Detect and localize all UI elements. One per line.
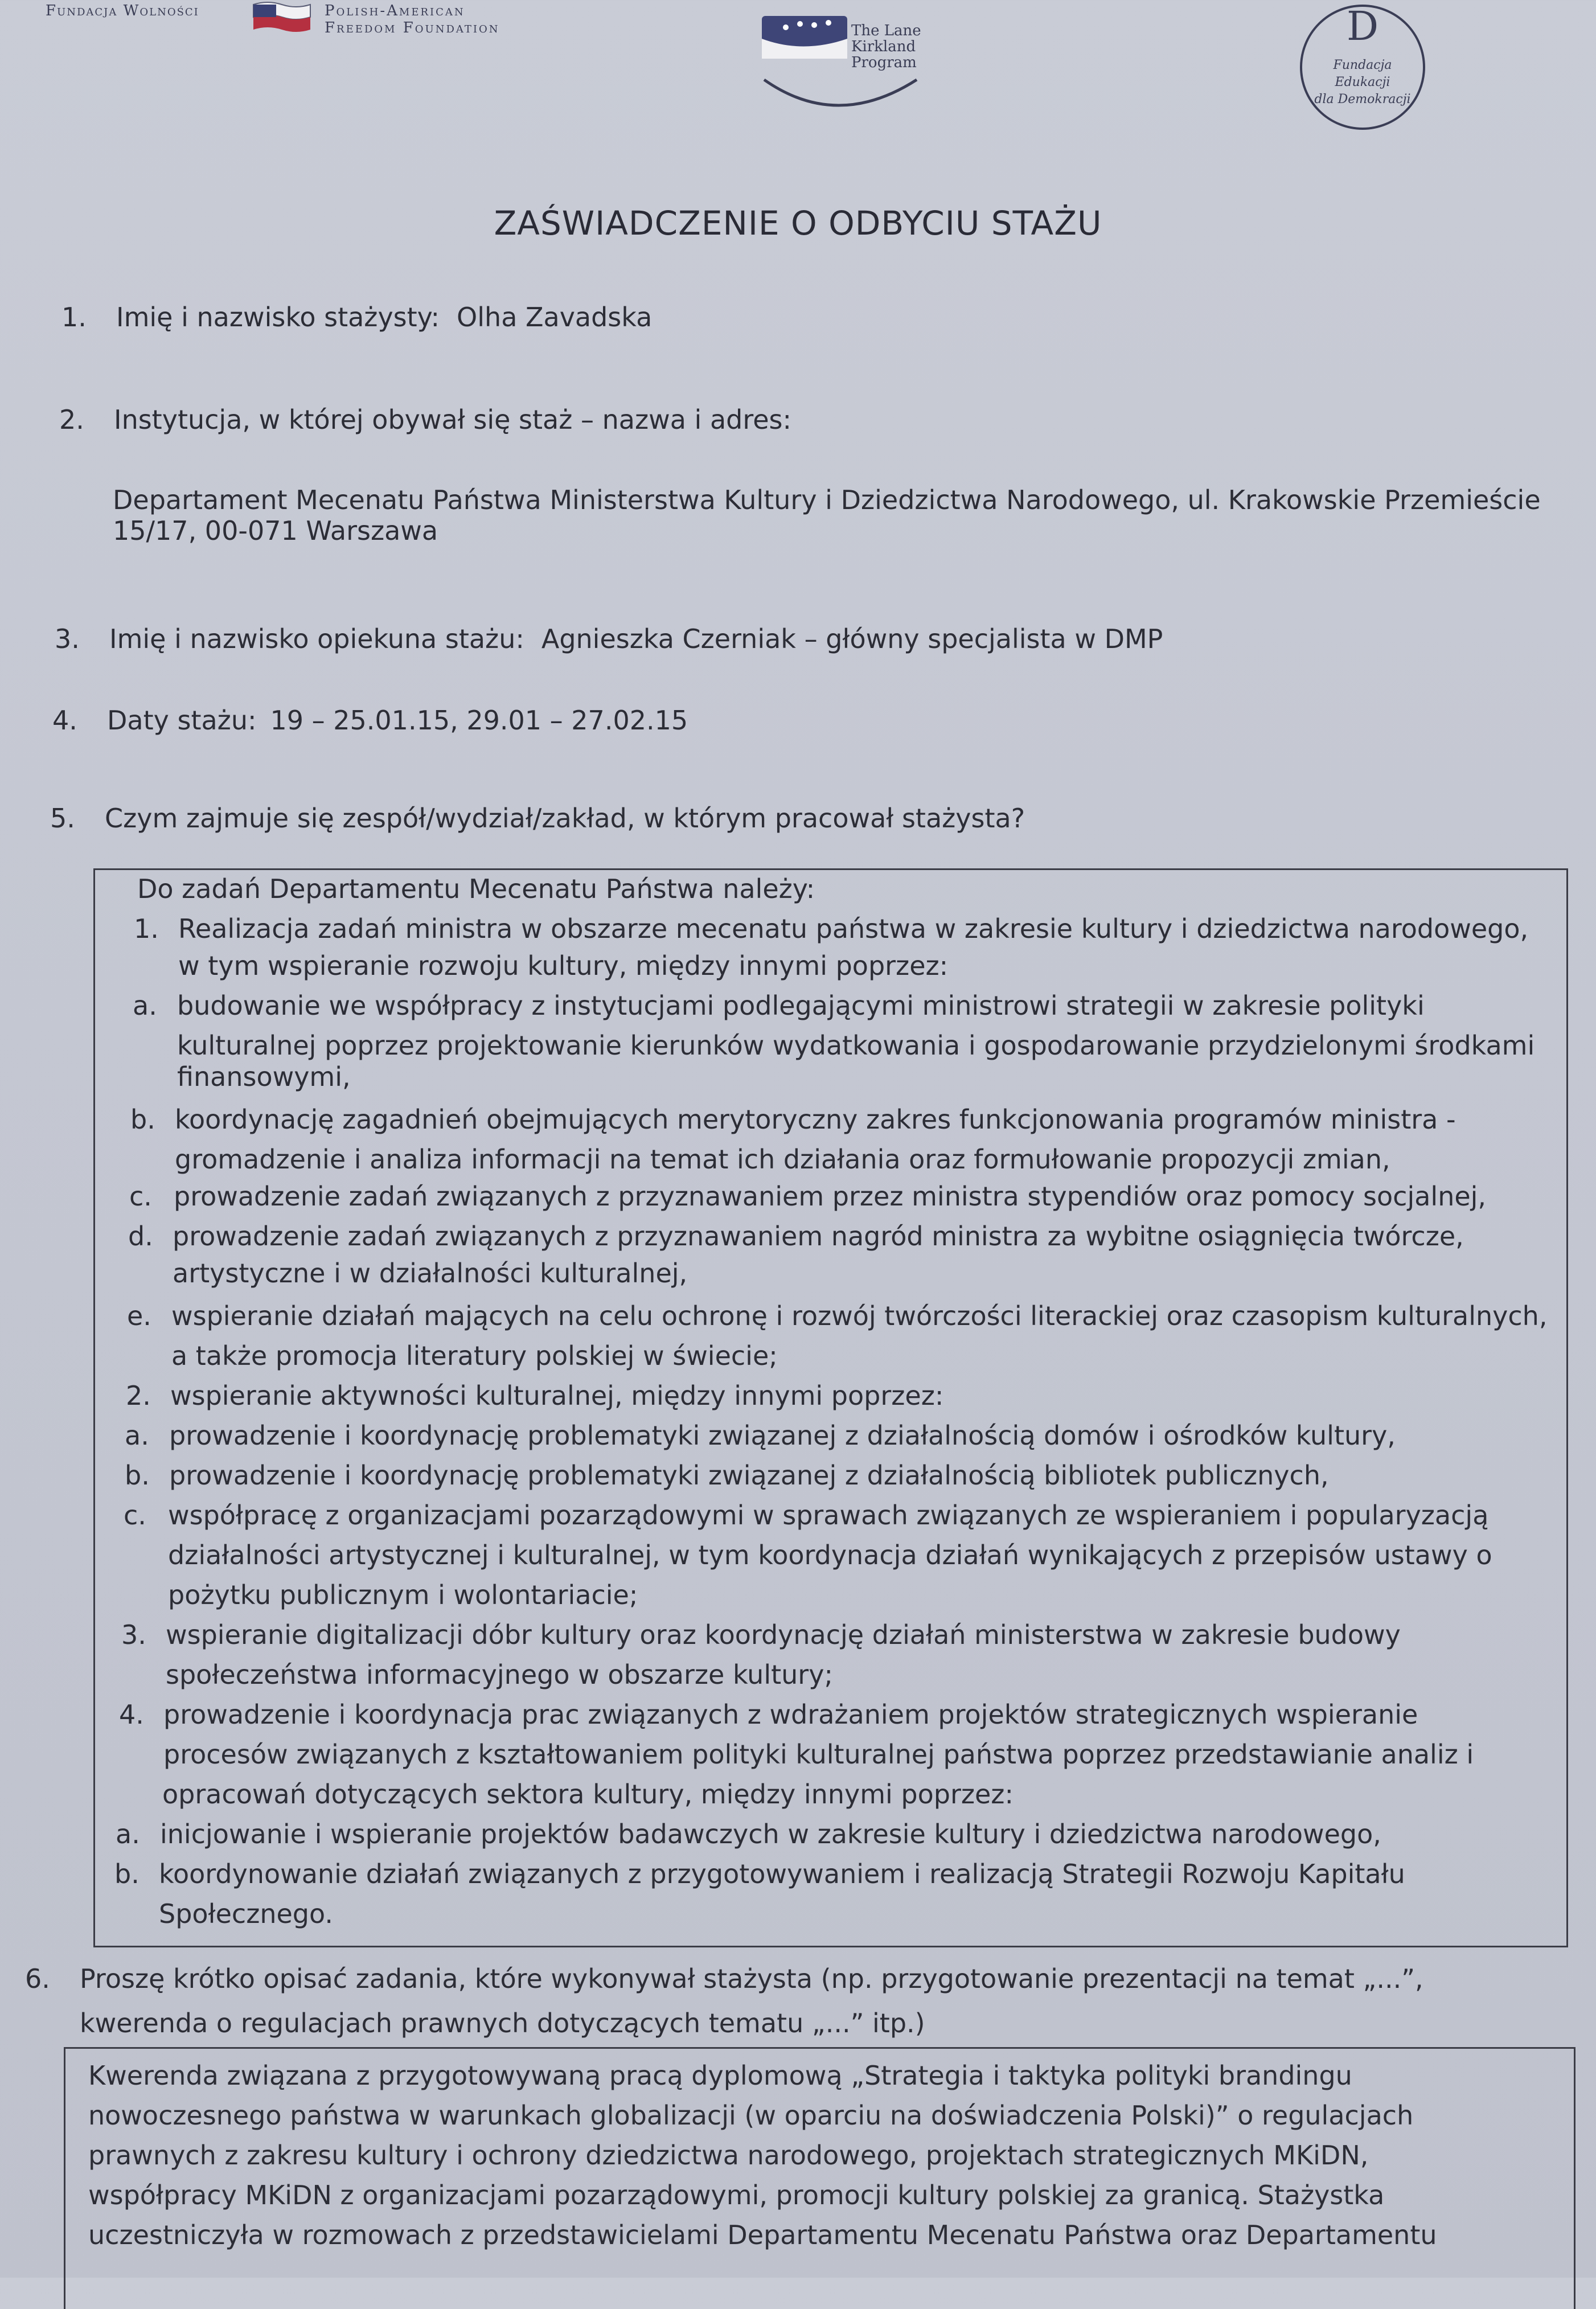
box5-line: b. prowadzenie i koordynację problematyki związanej z działalnością bibliotek publicznych, xyxy=(125,1460,1329,1491)
fed-line-2: dla Demokracji xyxy=(1314,92,1411,106)
box5-line: gromadzenie i analiza informacji na temat ich działania oraz formułowanie propozycji zmian, xyxy=(175,1144,1390,1175)
q6-answer-box xyxy=(64,2047,1576,2309)
box5-line: procesów związanych z kształtowaniem polityki kulturalnej państwa poprzez przedstawianie analiz i xyxy=(163,1739,1474,1770)
box5-line: pożytku publicznym i wolontariacie; xyxy=(168,1580,638,1610)
lane-kirkland-text xyxy=(851,23,921,71)
box6-line: nowoczesnego państwa w warunkach globalizacji (w oparciu na doświadczenia Polski)” o regulacjach xyxy=(88,2100,1414,2131)
box5-line-intro: Do zadań Departamentu Mecenatu Państwa należy: xyxy=(137,873,815,904)
q3-label: Imię i nazwisko opiekuna stażu: xyxy=(109,624,524,654)
box5-line: w tym wspieranie rozwoju kultury, między innymi poprzez: xyxy=(178,950,949,981)
fed-line-1: Fundacja Edukacji xyxy=(1333,58,1392,89)
q6-label-line-1: Proszę krótko opisać zadania, które wykonywał stażysta (np. przygotowanie prezentacji na temat „...”, xyxy=(80,1963,1423,1994)
q4-label: Daty stażu: xyxy=(107,705,257,736)
q6-number: 6. xyxy=(25,1963,50,1994)
box5-line: kulturalnej poprzez projektowanie kierunków wydatkowania i gospodarowanie przydzielonymi środkami xyxy=(177,1030,1535,1061)
box5-line: opracowań dotyczących sektora kultury, między innymi poprzez: xyxy=(162,1779,1014,1810)
lk-line-2: Kirkland xyxy=(851,38,916,55)
box6-line: współpracy MKiDN z organizacjami pozarządowymi, promocji kultury polskiej za granicą. Stażystka xyxy=(88,2180,1385,2210)
fundacja-wolnosci-text: Fundacja Wolności xyxy=(46,2,199,19)
q5-label: Czym zajmuje się zespół/wydział/zakład, w którym pracował stażysta? xyxy=(105,803,1025,834)
box6-line: uczestniczyła w rozmowach z przedstawicielami Departamentu Mecenatu Państwa oraz Departamentu xyxy=(88,2220,1437,2250)
paff-line-1: Polish-American xyxy=(325,2,465,19)
box5-line: d. prowadzenie zadań związanych z przyznawaniem nagród ministra za wybitne osiągnięcia twórcze, xyxy=(128,1221,1464,1252)
box5-line: a także promocja literatury polskiej w świecie; xyxy=(171,1340,778,1371)
box5-line: c. współpracę z organizacjami pozarządowymi w sprawach związanych ze wspieraniem i popularyzacją xyxy=(124,1500,1489,1531)
q2-answer-line-1: Departament Mecenatu Państwa Ministerstwa Kultury i Dziedzictwa Narodowego, ul. Krakowskie Przemieście xyxy=(113,485,1541,515)
q5-number: 5. xyxy=(50,803,75,834)
box5-line: 4. prowadzenie i koordynacja prac związanych z wdrażaniem projektów strategicznych wspieranie xyxy=(119,1699,1418,1730)
box5-line: finansowymi, xyxy=(177,1061,351,1092)
question-6 xyxy=(25,1957,1423,2045)
q3-number: 3. xyxy=(55,624,80,654)
question-1 xyxy=(61,302,652,333)
box5-line: b. koordynowanie działań związanych z przygotowywaniem i realizacją Strategii Rozwoju Kapitału xyxy=(114,1859,1405,1889)
document-title: ZAŚWIADCZENIE O ODBYCIU STAŻU xyxy=(494,204,1102,243)
fed-text xyxy=(1308,57,1417,108)
box5-line: 2. wspieranie aktywności kulturalnej, między innymi poprzez: xyxy=(126,1380,944,1411)
box5-line: a. prowadzenie i koordynację problematyki związanej z działalnością domów i ośrodków kultury, xyxy=(125,1420,1396,1451)
lane-kirkland-logo xyxy=(752,0,922,120)
q6-label-line-2: kwerenda o regulacjach prawnych dotyczących tematu „...” itp.) xyxy=(80,2008,925,2039)
paff-text xyxy=(325,2,500,36)
box5-line: 3. wspieranie digitalizacji dóbr kultury oraz koordynację działań ministerstwa w zakresie budowy xyxy=(121,1619,1401,1650)
box5-line: a. inicjowanie i wspieranie projektów badawczych w zakresie kultury i dziedzictwa narodowego, xyxy=(116,1819,1381,1849)
box6-line: prawnych z zakresu kultury i ochrony dziedzictwa narodowego, projektach strategicznych MKiDN, xyxy=(88,2140,1369,2171)
box5-line: e. wspieranie działań mających na celu ochronę i rozwój twórczości literackiej oraz czasopism kulturalnych, xyxy=(127,1301,1548,1331)
question-2 xyxy=(59,404,791,435)
fed-logo xyxy=(1293,0,1435,137)
q2-number: 2. xyxy=(59,404,84,435)
box5-line: społeczeństwa informacyjnego w obszarze kultury; xyxy=(166,1659,833,1690)
question-5 xyxy=(50,803,1025,834)
box5-line: b. koordynację zagadnień obejmujących merytoryczny zakres funkcjonowania programów ministra - xyxy=(130,1104,1456,1135)
box5-line: 1. Realizacja zadań ministra w obszarze mecenatu państwa w zakresie kultury i dziedzictwa narodowego, xyxy=(134,913,1529,944)
box5-line: artystyczne i w działalności kulturalnej, xyxy=(173,1258,688,1289)
box6-line: Kwerenda związana z przygotowywaną pracą dyplomową „Strategia i taktyka polityki brandingu xyxy=(88,2060,1352,2091)
q2-label: Instytucja, w której obywał się staż – nazwa i adres: xyxy=(114,404,792,435)
lk-line-3: Program xyxy=(851,54,917,71)
q1-label: Imię i nazwisko stażysty: xyxy=(116,302,440,333)
fed-initial: D xyxy=(1346,3,1379,50)
box5-line: działalności artystycznej i kulturalnej, w tym koordynacja działań wynikających z przepisów ustawy o xyxy=(168,1540,1492,1570)
q4-number: 4. xyxy=(52,705,77,736)
q2-answer xyxy=(113,478,1541,552)
paff-line-2: Freedom Foundation xyxy=(325,19,500,36)
question-4 xyxy=(52,705,688,736)
box5-line: Społecznego. xyxy=(159,1898,333,1929)
q1-number: 1. xyxy=(61,302,87,333)
q4-answer: 19 – 25.01.15, 29.01 – 27.02.15 xyxy=(270,705,688,736)
box5-line: a. budowanie we współpracy z instytucjami podlegającymi ministrowi strategii w zakresie polityki xyxy=(133,990,1425,1021)
q2-answer-line-2: 15/17, 00-071 Warszawa xyxy=(113,515,438,546)
q5-answer-box xyxy=(93,868,1568,1947)
lk-line-1: The Lane xyxy=(851,22,921,39)
question-3 xyxy=(55,624,1163,654)
q3-answer: Agnieszka Czerniak – główny specjalista w DMP xyxy=(541,624,1163,654)
header-logos xyxy=(0,0,1596,148)
flag-logo-icon xyxy=(251,0,313,34)
box5-line: c. prowadzenie zadań związanych z przyznawaniem przez ministra stypendiów oraz pomocy socjalnej, xyxy=(129,1181,1487,1212)
q1-answer: Olha Zavadska xyxy=(457,302,653,333)
